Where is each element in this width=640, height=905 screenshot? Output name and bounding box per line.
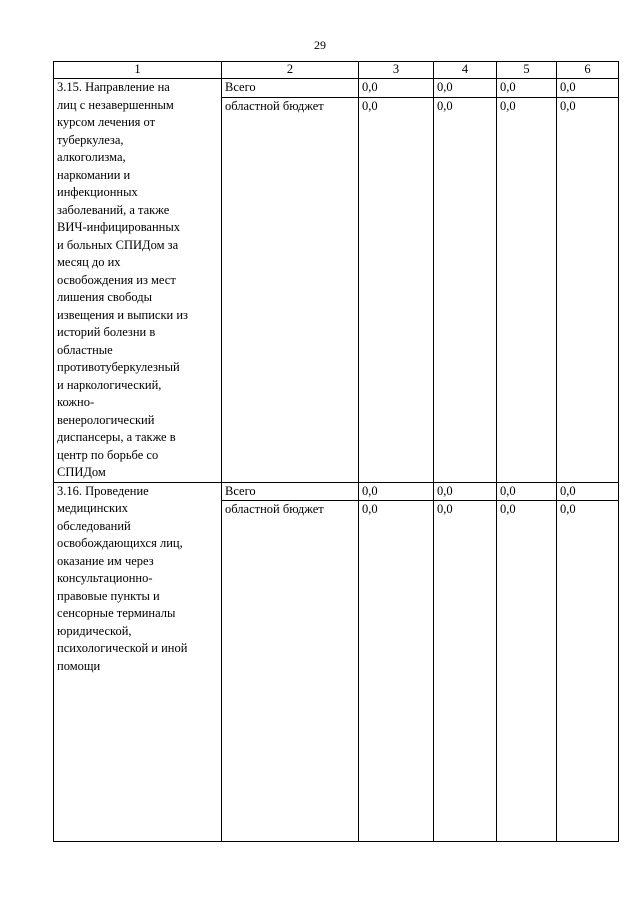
funding-source-cell: Всего	[222, 79, 359, 98]
column-header-4: 4	[434, 62, 497, 79]
value-cell: 0,0	[359, 482, 434, 501]
value-cell: 0,0	[557, 482, 619, 501]
funding-source-cell: Всего	[222, 482, 359, 501]
value-cell: 0,0	[359, 79, 434, 98]
value-cell: 0,0	[434, 97, 497, 482]
budget-table	[53, 61, 619, 842]
header-row	[54, 62, 619, 79]
column-header-1: 1	[54, 62, 222, 79]
page-number: 29	[314, 38, 326, 52]
column-header-6: 6	[557, 62, 619, 79]
value-cell: 0,0	[497, 79, 557, 98]
value-cell: 0,0	[434, 501, 497, 842]
table-row	[54, 482, 619, 501]
value-cell: 0,0	[557, 97, 619, 482]
value-cell: 0,0	[434, 482, 497, 501]
value-cell: 0,0	[497, 97, 557, 482]
value-cell: 0,0	[557, 79, 619, 98]
measure-name-cell: 3.15. Направление на лиц с незавершенным курсом лечения от туберкулеза, алкоголизма, наркомании и инфекционных заболеваний, а также ВИЧ-инфицированных и больных СПИДом за месяц до их освобождения из мест лишения свободы извещения и выписки из историй болезни в областные противотуберкулезный и наркологический, кожно- венерологический диспансеры, а также в центр по борьбе со СПИДом	[54, 79, 222, 483]
value-cell: 0,0	[434, 79, 497, 98]
value-cell: 0,0	[497, 482, 557, 501]
column-header-5: 5	[497, 62, 557, 79]
value-cell: 0,0	[557, 501, 619, 842]
funding-source-cell: областной бюджет	[222, 97, 359, 482]
column-header-2: 2	[222, 62, 359, 79]
value-cell: 0,0	[359, 97, 434, 482]
value-cell: 0,0	[359, 501, 434, 842]
value-cell: 0,0	[497, 501, 557, 842]
funding-source-cell: областной бюджет	[222, 501, 359, 842]
column-header-3: 3	[359, 62, 434, 79]
table-row	[54, 79, 619, 98]
measure-name-cell: 3.16. Проведение медицинских обследований освобождающихся лиц, оказание им через консультационно- правовые пункты и сенсорные терминалы юридической, психологической и иной помощи	[54, 482, 222, 842]
